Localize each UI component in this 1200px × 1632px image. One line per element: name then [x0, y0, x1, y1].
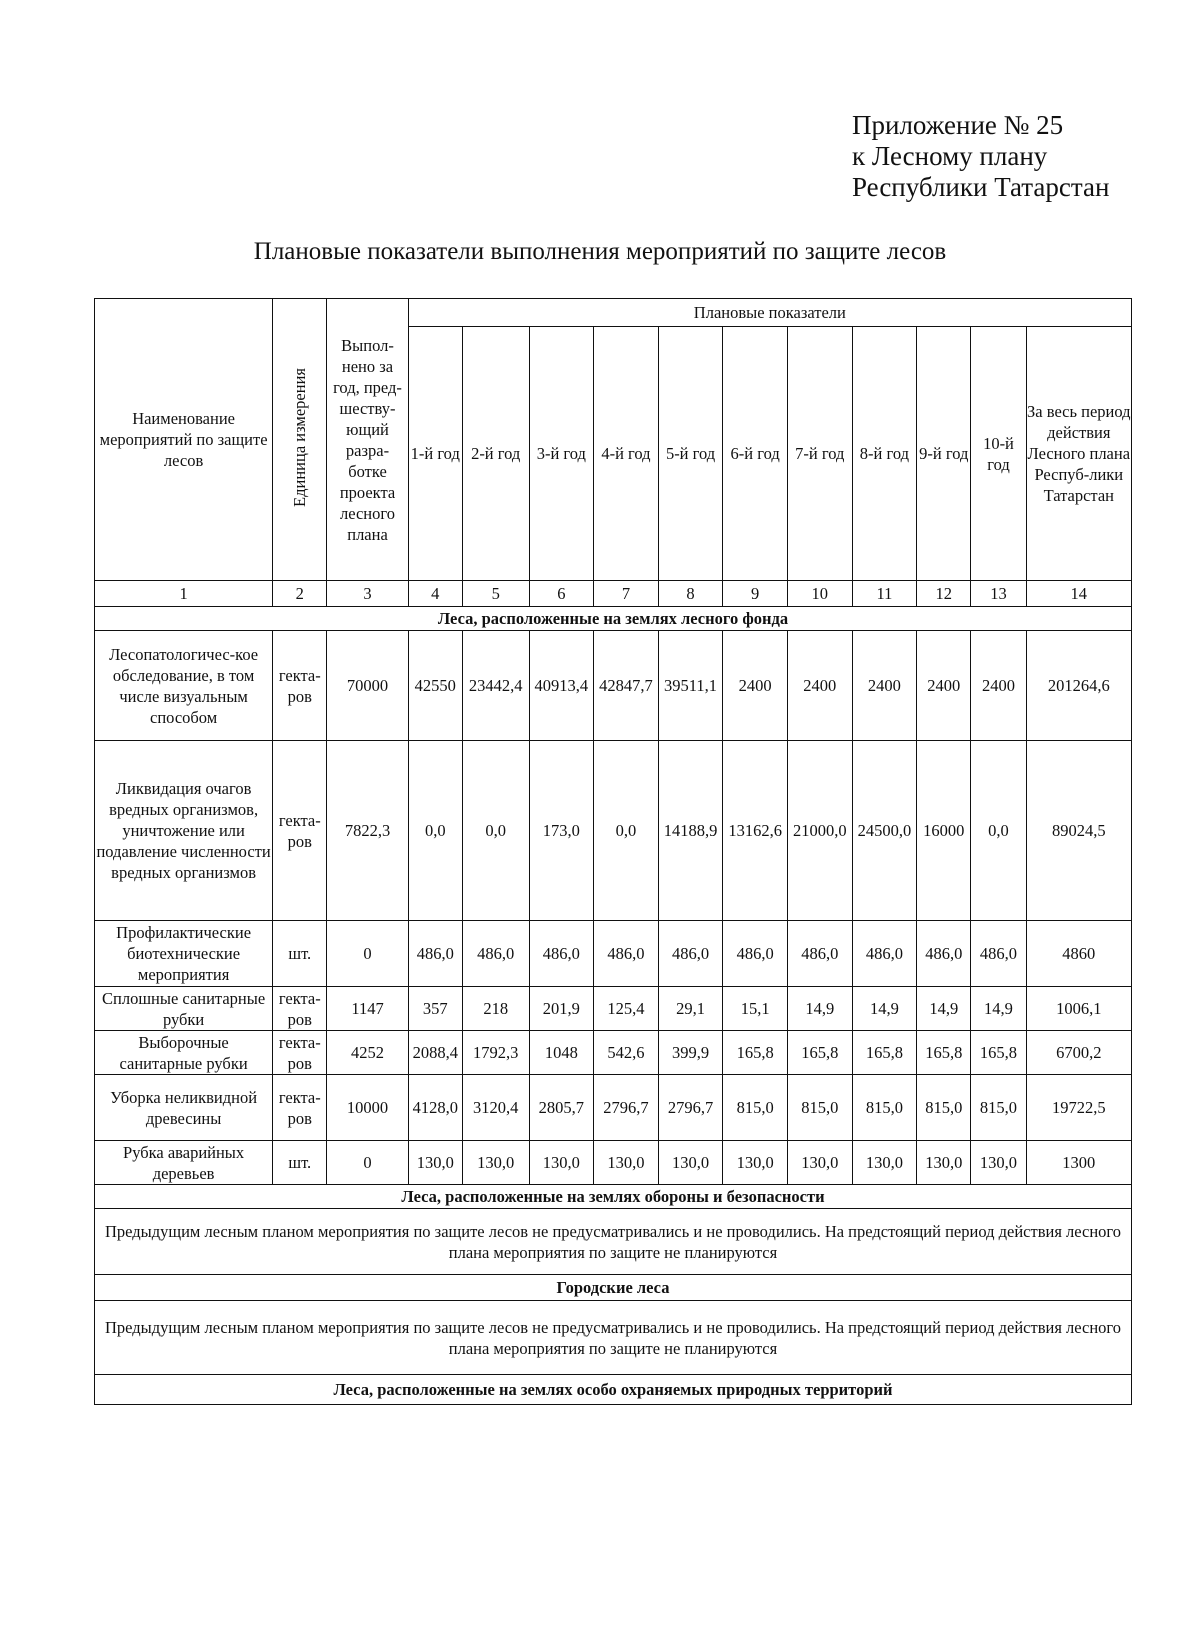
row-value: 542,6 [594, 1031, 659, 1075]
row-value: 486,0 [723, 921, 788, 987]
section-defense: Леса, расположенные на землях обороны и безопасности [95, 1185, 1132, 1209]
row-value: 486,0 [917, 921, 971, 987]
row-value: 14188,9 [658, 741, 723, 921]
header-unit [273, 299, 327, 581]
row-value: 165,8 [917, 1031, 971, 1075]
row-value: 4128,0 [408, 1075, 462, 1141]
row-value: 0,0 [462, 741, 529, 921]
row-value: 2088,4 [408, 1031, 462, 1075]
row-unit: гекта-ров [273, 741, 327, 921]
header-year-9: 9-й год [917, 327, 971, 581]
row-value: 0,0 [408, 741, 462, 921]
col-number: 8 [658, 581, 723, 607]
row-value: 486,0 [852, 921, 917, 987]
row-value: 165,8 [787, 1031, 852, 1075]
section-protected: Леса, расположенные на землях особо охраняемых природных территорий [95, 1375, 1132, 1405]
row-value: 0 [327, 921, 408, 987]
column-number-row [95, 581, 1132, 607]
row-value: 486,0 [658, 921, 723, 987]
row-value: 10000 [327, 1075, 408, 1141]
appendix-republic: Республики Татарстан [852, 172, 1110, 202]
header-unit-label: Единица измерения [290, 367, 310, 507]
row-unit: гекта-ров [273, 1031, 327, 1075]
row-value: 4252 [327, 1031, 408, 1075]
appendix-number: Приложение № 25 [852, 110, 1064, 140]
row-value: 70000 [327, 631, 408, 741]
row-value: 2400 [917, 631, 971, 741]
row-value: 130,0 [462, 1141, 529, 1185]
header-year-3: 3-й год [529, 327, 594, 581]
header-year-6: 6-й год [723, 327, 788, 581]
header-total: За весь период действия Лесного плана Респуб-лики Татарстан [1026, 327, 1131, 581]
row-value: 16000 [917, 741, 971, 921]
row-value: 2400 [723, 631, 788, 741]
row-value: 39511,1 [658, 631, 723, 741]
row-value: 130,0 [408, 1141, 462, 1185]
appendix-reference: к Лесному плану [852, 141, 1048, 171]
row-value: 165,8 [723, 1031, 788, 1075]
row-value: 4860 [1026, 921, 1131, 987]
row-unit: гекта-ров [273, 987, 327, 1031]
row-value: 130,0 [917, 1141, 971, 1185]
row-value: 1147 [327, 987, 408, 1031]
table-row [95, 631, 1132, 741]
note-urban: Предыдущим лесным планом мероприятия по защите лесов не предусматривались и не проводились. На предстоящий период действия лесного плана мероприятия по защите не планируются [95, 1301, 1132, 1375]
row-value: 24500,0 [852, 741, 917, 921]
row-unit: шт. [273, 1141, 327, 1185]
table-row [95, 1075, 1132, 1141]
row-value: 7822,3 [327, 741, 408, 921]
row-value: 13162,6 [723, 741, 788, 921]
row-value: 218 [462, 987, 529, 1031]
row-value: 165,8 [852, 1031, 917, 1075]
row-value: 23442,4 [462, 631, 529, 741]
row-value: 15,1 [723, 987, 788, 1031]
row-value: 2796,7 [594, 1075, 659, 1141]
row-value: 815,0 [723, 1075, 788, 1141]
row-name: Уборка неликвидной древесины [95, 1075, 273, 1141]
section-forest-fund: Леса, расположенные на землях лесного фонда [95, 607, 1132, 631]
row-unit: гекта-ров [273, 631, 327, 741]
row-name: Сплошные санитарные рубки [95, 987, 273, 1031]
page-title: Плановые показатели выполнения мероприятий по защите лесов [253, 238, 947, 265]
row-value: 0,0 [971, 741, 1026, 921]
row-value: 2400 [852, 631, 917, 741]
row-value: 14,9 [787, 987, 852, 1031]
row-value: 1006,1 [1026, 987, 1131, 1031]
row-value: 21000,0 [787, 741, 852, 921]
section-urban: Городские леса [95, 1275, 1132, 1301]
row-value: 815,0 [852, 1075, 917, 1141]
col-number: 11 [852, 581, 917, 607]
row-value: 130,0 [658, 1141, 723, 1185]
row-value: 815,0 [917, 1075, 971, 1141]
table-row [95, 987, 1132, 1031]
row-value: 130,0 [787, 1141, 852, 1185]
note-defense: Предыдущим лесным планом мероприятия по защите лесов не предусматривались и не проводились. На предстоящий период действия лесного плана мероприятия по защите не планируются [95, 1209, 1132, 1275]
row-value: 14,9 [852, 987, 917, 1031]
col-number: 10 [787, 581, 852, 607]
row-value: 3120,4 [462, 1075, 529, 1141]
col-number: 9 [723, 581, 788, 607]
header-year-10: 10-й год [971, 327, 1026, 581]
row-name: Ликвидация очагов вредных организмов, уничтожение или подавление численности вредных организмов [95, 741, 273, 921]
header-name: Наименование мероприятий по защите лесов [95, 299, 273, 581]
row-value: 125,4 [594, 987, 659, 1031]
row-value: 6700,2 [1026, 1031, 1131, 1075]
col-number: 2 [273, 581, 327, 607]
row-unit: гекта-ров [273, 1075, 327, 1141]
row-value: 2796,7 [658, 1075, 723, 1141]
table-row [95, 1031, 1132, 1075]
col-number: 1 [95, 581, 273, 607]
row-name: Выборочные санитарные рубки [95, 1031, 273, 1075]
row-value: 1048 [529, 1031, 594, 1075]
table-row [95, 1141, 1132, 1185]
header-year-8: 8-й год [852, 327, 917, 581]
header-year-5: 5-й год [658, 327, 723, 581]
row-value: 14,9 [971, 987, 1026, 1031]
row-unit: шт. [273, 921, 327, 987]
row-value: 2805,7 [529, 1075, 594, 1141]
row-value: 486,0 [594, 921, 659, 987]
row-value: 815,0 [971, 1075, 1026, 1141]
row-value: 29,1 [658, 987, 723, 1031]
row-value: 486,0 [787, 921, 852, 987]
row-value: 1300 [1026, 1141, 1131, 1185]
row-value: 40913,4 [529, 631, 594, 741]
col-number: 6 [529, 581, 594, 607]
forest-protection-table [94, 298, 1132, 1405]
col-number: 12 [917, 581, 971, 607]
header-year-2: 2-й год [462, 327, 529, 581]
row-value: 486,0 [462, 921, 529, 987]
row-value: 486,0 [529, 921, 594, 987]
row-value: 130,0 [529, 1141, 594, 1185]
row-value: 0,0 [594, 741, 659, 921]
row-value: 130,0 [852, 1141, 917, 1185]
row-value: 486,0 [971, 921, 1026, 987]
row-value: 815,0 [787, 1075, 852, 1141]
row-name: Рубка аварийных деревьев [95, 1141, 273, 1185]
col-number: 3 [327, 581, 408, 607]
row-value: 2400 [787, 631, 852, 741]
col-number: 7 [594, 581, 659, 607]
table-row [95, 741, 1132, 921]
col-number: 13 [971, 581, 1026, 607]
row-value: 14,9 [917, 987, 971, 1031]
header-year-1: 1-й год [408, 327, 462, 581]
header-year-7: 7-й год [787, 327, 852, 581]
row-value: 130,0 [971, 1141, 1026, 1185]
row-value: 42550 [408, 631, 462, 741]
header-done: Выпол-нено за год, пред-шеству-ющий разра-ботке проекта лесного плана [327, 299, 408, 581]
col-number: 14 [1026, 581, 1131, 607]
row-value: 130,0 [723, 1141, 788, 1185]
row-value: 486,0 [408, 921, 462, 987]
row-name: Лесопатологичес-кое обследование, в том числе визуальным способом [95, 631, 273, 741]
row-value: 42847,7 [594, 631, 659, 741]
row-value: 89024,5 [1026, 741, 1131, 921]
col-number: 4 [408, 581, 462, 607]
table-row [95, 921, 1132, 987]
row-value: 19722,5 [1026, 1075, 1131, 1141]
row-value: 1792,3 [462, 1031, 529, 1075]
row-value: 130,0 [594, 1141, 659, 1185]
row-value: 357 [408, 987, 462, 1031]
row-value: 399,9 [658, 1031, 723, 1075]
header-year-4: 4-й год [594, 327, 659, 581]
row-name: Профилактические биотехнические мероприятия [95, 921, 273, 987]
row-value: 2400 [971, 631, 1026, 741]
row-value: 165,8 [971, 1031, 1026, 1075]
appendix-caption [852, 110, 1109, 203]
col-number: 5 [462, 581, 529, 607]
row-value: 0 [327, 1141, 408, 1185]
row-value: 173,0 [529, 741, 594, 921]
row-value: 201,9 [529, 987, 594, 1031]
header-planned: Плановые показатели [408, 299, 1131, 327]
row-value: 201264,6 [1026, 631, 1131, 741]
